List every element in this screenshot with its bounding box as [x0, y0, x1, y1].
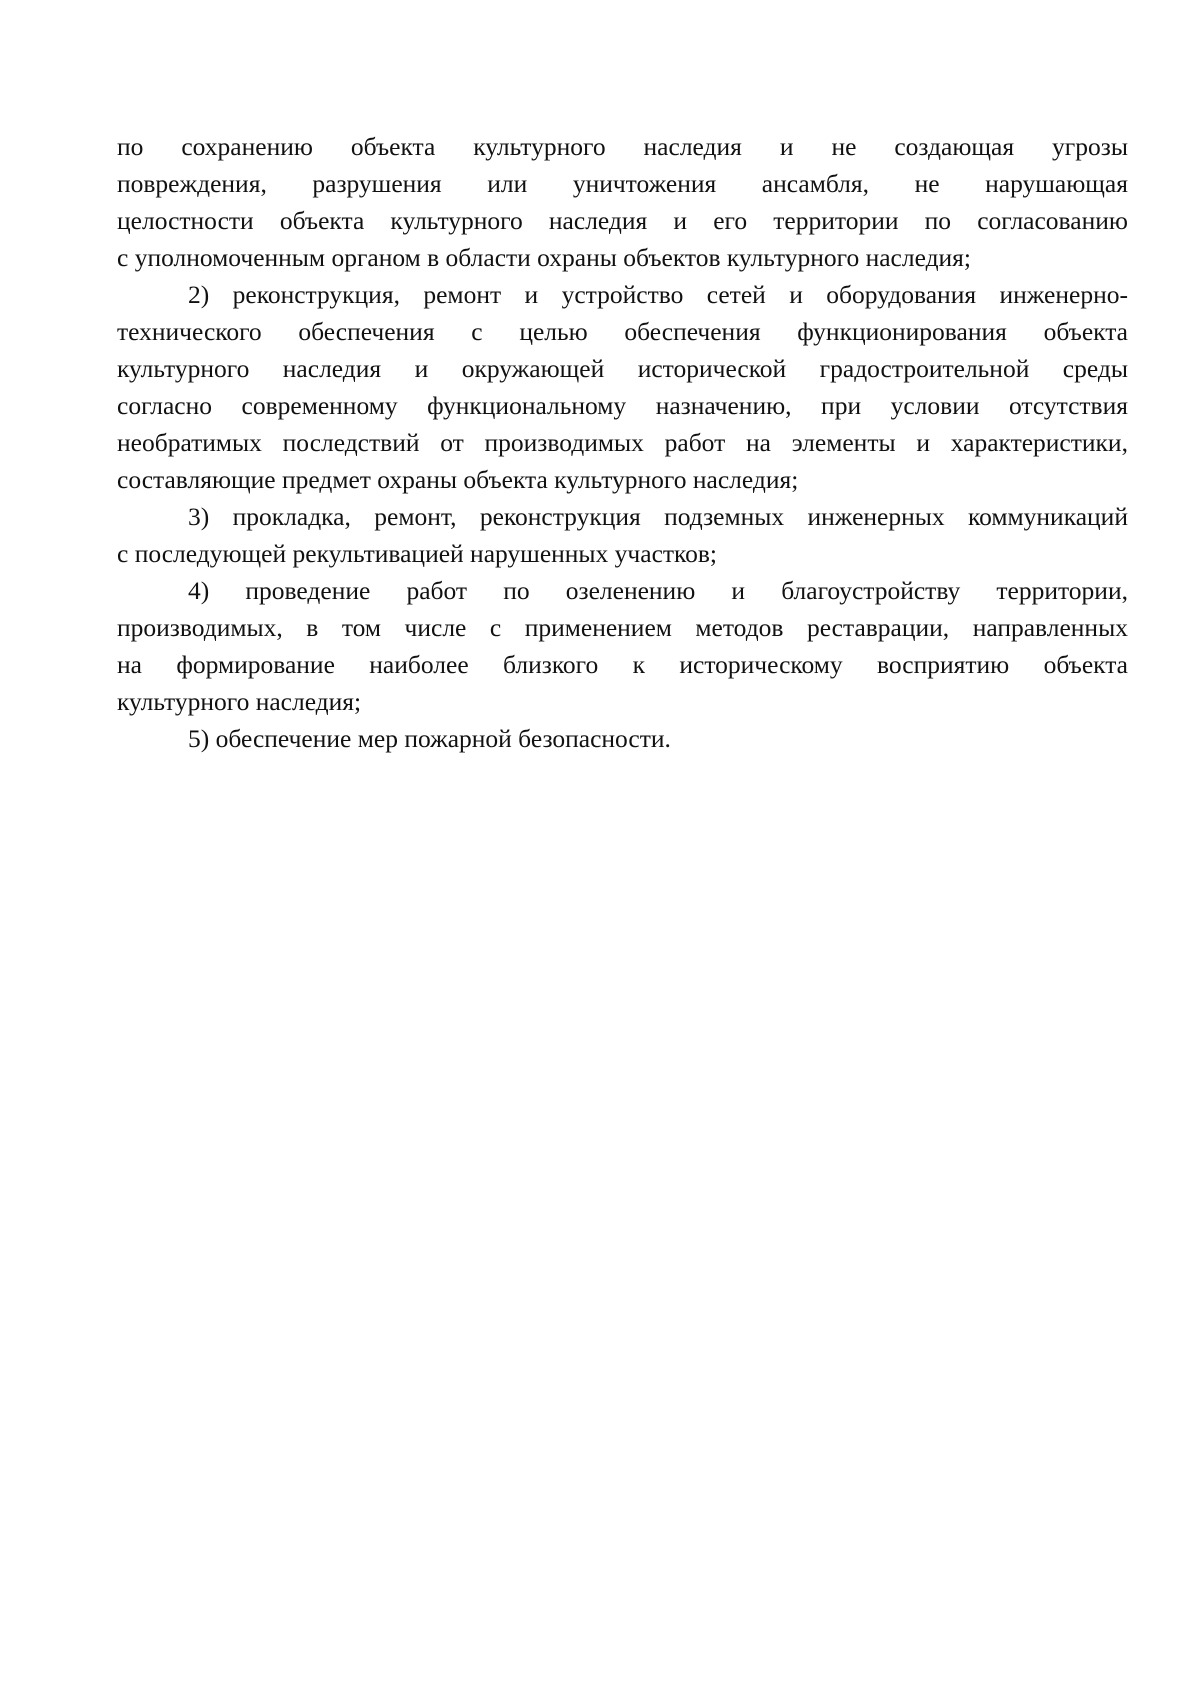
document-word: и	[789, 280, 803, 309]
document-line	[117, 313, 1128, 350]
document-word: ремонт,	[374, 502, 457, 531]
document-word: отсутствия	[1009, 391, 1128, 420]
document-line	[117, 276, 1128, 313]
document-word: ансамбля,	[761, 169, 870, 198]
document-word: в	[306, 613, 319, 642]
document-word: целостности	[117, 206, 254, 235]
document-word: элементы	[791, 428, 896, 457]
document-word: 4)	[188, 576, 210, 605]
document-word: угрозы	[1052, 132, 1128, 161]
document-word: проведение	[245, 576, 371, 605]
document-line: с уполномоченным органом в области охраны объектов культурного наследия;	[117, 243, 972, 272]
document-word: наследия	[282, 354, 382, 383]
document-word: прокладка,	[232, 502, 351, 531]
document-word: наследия	[643, 132, 742, 161]
document-line	[117, 350, 1128, 387]
document-word: объекта	[1043, 650, 1128, 679]
document-line	[117, 202, 1128, 239]
document-word: восприятию	[877, 650, 1010, 679]
document-word: обеспечения	[624, 317, 761, 346]
document-word: инженерных	[807, 502, 945, 531]
document-word: наиболее	[369, 650, 469, 679]
document-word: устройство	[561, 280, 684, 309]
document-line	[117, 609, 1128, 646]
document-line: составляющие предмет охраны объекта культурного наследия;	[117, 465, 799, 494]
document-word: среды	[1062, 354, 1128, 383]
document-line: 5) обеспечение мер пожарной безопасности.	[188, 724, 671, 753]
document-word: работ	[406, 576, 468, 605]
document-word: исторической	[637, 354, 787, 383]
document-word: повреждения,	[117, 169, 267, 198]
document-word: сетей	[706, 280, 766, 309]
document-word: условии	[890, 391, 980, 420]
document-word: назначению,	[655, 391, 792, 420]
document-word: последствий	[282, 428, 420, 457]
document-line	[117, 646, 1128, 683]
document-word: и	[414, 354, 429, 383]
document-word: на	[745, 428, 771, 457]
document-word: 3)	[188, 502, 210, 531]
document-word: окружающей	[461, 354, 605, 383]
document-word: культурного	[390, 206, 523, 235]
document-word: и	[916, 428, 930, 457]
document-line: с последующей рекультивацией нарушенных участков;	[117, 539, 718, 568]
document-word: и	[731, 576, 746, 605]
document-word: с	[471, 317, 483, 346]
document-line	[117, 498, 1128, 535]
document-word: близкого	[503, 650, 599, 679]
document-word: направленных	[972, 613, 1128, 642]
document-line	[117, 424, 1128, 461]
document-word: территории	[773, 206, 899, 235]
document-word: том	[341, 613, 382, 642]
document-word: методов	[695, 613, 784, 642]
document-word: сохранению	[181, 132, 313, 161]
document-word: культурного	[473, 132, 606, 161]
document-word: современному	[241, 391, 398, 420]
document-word: к	[632, 650, 645, 679]
document-word: нарушающая	[985, 169, 1128, 198]
document-word: по	[117, 132, 144, 161]
document-word: производимых,	[117, 613, 283, 642]
document-word: согласованию	[977, 206, 1128, 235]
document-word: уничтожения	[572, 169, 717, 198]
document-word: работ	[664, 428, 726, 457]
document-word: формирование	[176, 650, 335, 679]
document-word: объекта	[1043, 317, 1128, 346]
document-word: не	[831, 132, 857, 161]
document-word: его	[713, 206, 748, 235]
document-word: ремонт	[423, 280, 502, 309]
document-word: объекта	[279, 206, 365, 235]
document-word: производимых	[484, 428, 644, 457]
document-word: не	[914, 169, 940, 198]
document-word: историческому	[679, 650, 843, 679]
document-word: целью	[519, 317, 588, 346]
document-line	[117, 165, 1128, 202]
document-word: по	[503, 576, 530, 605]
document-word: при	[821, 391, 862, 420]
document-word: или	[487, 169, 528, 198]
document-word: числе	[404, 613, 467, 642]
document-word: инженерно-	[999, 280, 1128, 309]
document-word: функциональному	[427, 391, 627, 420]
document-word: территории,	[996, 576, 1128, 605]
document-word: реконструкция	[479, 502, 641, 531]
document-word: озеленению	[565, 576, 696, 605]
document-word: и	[673, 206, 688, 235]
document-word: культурного	[117, 354, 250, 383]
document-word: применением	[524, 613, 672, 642]
document-word: наследия	[548, 206, 648, 235]
document-line	[117, 572, 1128, 609]
document-word: коммуникаций	[968, 502, 1128, 531]
document-word: реконструкция,	[232, 280, 400, 309]
document-word: подземных	[664, 502, 785, 531]
document-word: и	[524, 280, 539, 309]
document-word: объекта	[350, 132, 436, 161]
document-word: оборудования	[826, 280, 977, 309]
document-line: культурного наследия;	[117, 687, 362, 716]
document-line	[117, 128, 1128, 165]
document-word: создающая	[894, 132, 1015, 161]
document-word: разрушения	[312, 169, 442, 198]
document-word: с	[489, 613, 502, 642]
document-word: по	[924, 206, 952, 235]
document-word: благоустройству	[781, 576, 961, 605]
document-word: реставрации,	[806, 613, 950, 642]
document-word: функционирования	[797, 317, 1007, 346]
document-word: характеристики,	[950, 428, 1128, 457]
document-word: необратимых	[117, 428, 262, 457]
document-word: и	[779, 132, 794, 161]
document-word: технического	[117, 317, 262, 346]
document-word: на	[117, 650, 142, 679]
document-word: 2)	[188, 280, 210, 309]
document-word: обеспечения	[298, 317, 435, 346]
document-body-text	[117, 128, 1128, 757]
document-word: от	[440, 428, 464, 457]
document-word: согласно	[117, 391, 212, 420]
document-word: градостроительной	[819, 354, 1030, 383]
document-line	[117, 387, 1128, 424]
